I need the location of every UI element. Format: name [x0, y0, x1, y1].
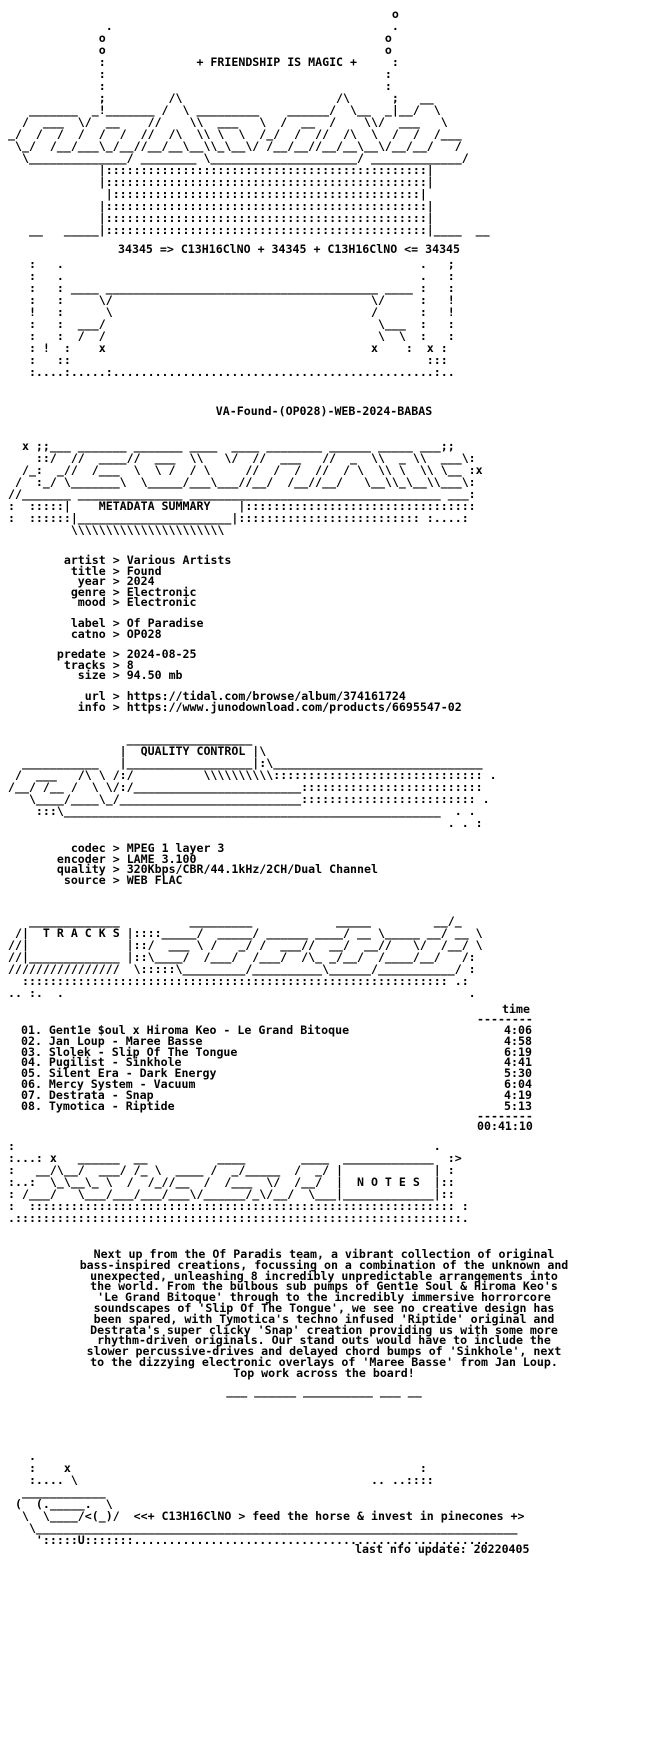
notes-line: bass-inspired creations, focussing on a combination of the unknown and [79, 1257, 569, 1272]
track-time: 4:19 [504, 1087, 532, 1102]
metadata-key: size [8, 668, 106, 683]
header-logo-art: o . . o o o o : + FRIENDSHIP IS MAGIC + : : : : : ; /\ /\ ; __ _______ _!_______ / \ _________ ______/ \__ _|__/ \ / ___ \/ __ // \\ ___ \ / __ / \\/ ___ \ _/ / / / / / // /\ \\ \ \ /_/ / // /\ \ / / /___ \_/ /__/___\_/__//__/__\__\\_\__\/ /__/__//__/__\__\/__/__/ / \______________/ ________ \_____________________/ _____________/ |::::::::::::::::::::::::::::::::::::::::::::::| |::::::::::::::::::::::::::::::::::::::::::::::| |::::::::::::::::::::::::::::::::::::::::::::| |::::::::::::::::::::::::::::::::::::::::::::::| |::::::::::::::::::::::::::::::::::::::::::::::| __ _____|::::::::::::::::::::::::::::::::::::::::::::::|____ __ [8, 7, 490, 237]
metadata-separator: > [105, 668, 127, 683]
metadata-value: Found [126, 563, 162, 578]
metadata-key: catno [8, 626, 106, 641]
quality-value: MPEG 1 layer 3 [126, 841, 225, 855]
metadata-separator: > [105, 616, 127, 630]
quality-key: source [8, 872, 106, 887]
track-number: 04. [21, 1055, 49, 1070]
metadata-separator: > [105, 689, 127, 703]
notes-line: the world. From the bulbous sub pumps of Gent1e Soul & Hiroma Keo's [90, 1279, 558, 1294]
track-title: Gent1e $oul x Hiroma Keo - Le Grand Bitoque [48, 1023, 350, 1037]
header-formula: 34345 => C13H16ClNO + 34345 + C13H16ClNO <= 34345 [118, 242, 461, 256]
track-number: 01. [21, 1023, 49, 1037]
notes-line: Next up from the Of Paradis team, a vibrant collection of original [93, 1247, 555, 1261]
metadata-key: url [8, 689, 106, 703]
track-time: 6:04 [504, 1077, 532, 1091]
metadata-separator: > [105, 657, 127, 672]
metadata-separator: > [105, 563, 127, 578]
metadata-key: title [8, 563, 106, 578]
tracks-time-header: time [502, 1002, 530, 1016]
track-title: Silent Era - Dark Energy [48, 1066, 217, 1081]
metadata-key: info [8, 699, 106, 714]
metadata-value: OP028 [126, 626, 162, 641]
metadata-key: genre [8, 584, 106, 599]
notes-line: rhythm-driven originals. Our stand outs would have to include the [97, 1333, 551, 1348]
metadata-key: year [8, 574, 106, 589]
track-title: Destrata - Snap [48, 1087, 154, 1102]
quality-key: quality [8, 862, 106, 877]
quality-separator: > [105, 862, 127, 877]
track-number: 08. [21, 1098, 49, 1113]
track-number: 03. [21, 1044, 49, 1059]
quality-key: encoder [8, 851, 106, 866]
metadata-separator: > [105, 574, 127, 589]
quality-key: codec [8, 841, 106, 855]
metadata-value: https://tidal.com/browse/album/374161724 [126, 689, 406, 703]
notes-line: slower percussive-drives and delayed chord bumps of 'Sinkhole', next [86, 1344, 562, 1359]
track-title: Tymotica - Riptide [48, 1098, 175, 1113]
quality-banner-art: __________________ | QUALITY CONTROL |\ ___________ |__________________|:\______________________________ / ___ /\ \ /:/ \\\\\\\\\\:::::::::::::::::::::::::::::: . /__/ /__ / \ \/:/________________________:::::::::::::::::::::::::: \____/____\_/__________________________::::::::::::::::::::::::: . :::\______________________________________________________ . . . . : [8, 732, 497, 830]
notes-divider: ___ ______ __________ ___ __ [226, 1384, 422, 1398]
notes-line: to the dizzying electronic overlays of 'Maree Basse' from Jan Loup. [90, 1355, 558, 1369]
metadata-value: Electronic [126, 595, 197, 610]
track-time: 5:13 [504, 1098, 532, 1113]
notes-line: soundscapes of 'Slip Of The Tongue', we see no creative design has [93, 1301, 555, 1315]
metadata-row-catno [8, 628, 162, 640]
track-time: 5:30 [504, 1066, 532, 1081]
tracks-banner-art: _____________ _________ _____ __/_ /| T R A C K S |::::_____/ _____/ ______ ____/ __ \_____ __/ __ \ //| |::/ ___ \ / _/ / ___// __/ __// \/ /__/ \ //|_____________ |::\____/ /___/ /___/ /\_ _/__/ /____/__/ /: //////////////// \:::::\_________/__________\______/___________/ : ::::::::::::::::::::::::::::::::::::::::::::::::::::::::::::: .: .. :. . . [8, 914, 483, 1000]
tracks-rule-bottom: -------- [477, 1109, 533, 1123]
metadata-key: artist [8, 553, 106, 567]
quality-value: WEB FLAC [126, 872, 183, 887]
metadata-value: 2024-08-25 [126, 647, 197, 662]
quality-row-source [8, 874, 183, 886]
track-title: Jan Loup - Maree Basse [48, 1033, 203, 1048]
last-update: last nfo update: 20220405 [355, 1542, 530, 1556]
track-title: Pugilist - Sinkhole [48, 1055, 182, 1070]
metadata-row-mood [8, 596, 197, 608]
quality-value: 320Kbps/CBR/44.1kHz/2CH/Dual Channel [126, 862, 378, 877]
metadata-banner-art: x ;;___ _______ _______ ____ ____ ________ ______ _____ ___;; ::/ // ____// ___ \\ \/ // ___ // _ \\ _ \\ ___\: /_: _// /___ \ \ / / \ // / / // / \ \\ \ \\ \__ :x / :_/ \_______\ \_____/___\___//__/ /__//__/ \__\\_\__\\___\: //_______ _______________ ____________________________________ ___: : :::::| METADATA SUMMARY |::::::::::::::::::::::::::::::::: : ::::::|______________________|:::::::::::::::::::::::::: :....: \\\\\\\\\\\\\\\\\\\\\\ [8, 439, 483, 537]
metadata-key: tracks [8, 657, 106, 672]
track-title: Mercy System - Vacuum [48, 1077, 196, 1091]
track-time: 4:58 [504, 1033, 532, 1048]
metadata-separator: > [105, 647, 127, 662]
metadata-separator: > [105, 699, 127, 714]
track-number: 07. [21, 1087, 49, 1102]
quality-value: LAME 3.100 [126, 851, 197, 866]
tracks-rule-top: -------- [477, 1012, 533, 1026]
track-time: 4:41 [504, 1055, 532, 1070]
metadata-value: Various Artists [126, 553, 232, 567]
quality-separator: > [105, 841, 127, 855]
metadata-separator: > [105, 553, 127, 567]
metadata-separator: > [105, 626, 127, 641]
notes-line: been spared, with Tymotica's techno infused 'Riptide' original and [93, 1311, 555, 1326]
track-time: 6:19 [504, 1044, 532, 1059]
metadata-value: 2024 [126, 574, 155, 589]
release-name: VA-Found-(OP028)-WEB-2024-BABAS [215, 404, 433, 418]
metadata-key: predate [8, 647, 106, 662]
tracks-total-time: 00:41:10 [477, 1119, 533, 1133]
notes-line: unexpected, unleashing 8 incredibly unpredictable arrangements into [90, 1268, 558, 1283]
metadata-row-info [8, 701, 462, 713]
footer-art: . : x : :.... \ .. ..:::: ____________ ( (._____. \ \ \____/<(_)/ <<+ C13H16ClNO > feed the horse & invest in pinecones +> \_____________________________________________________________________ ':::::U:::::::................................................... [14, 1449, 525, 1547]
track-number: 06. [21, 1077, 49, 1091]
notes-line: 'Le Grand Bitoque' through to the incredibly immersive horrorcore [97, 1290, 551, 1305]
notes-banner-art: : . :...: x ______ __ ____ ____ _____________ :> : __/\__/ ___/ /_ \ ____ / _/_____ / _/ | | : :..: \_\__\_ \ / /_//__ / /___ \/ /__/ | N O T E S |:: : /___/ \___/___/___/___\/______/_\/__/ \___|_____________|:: : ::::::::::::::::::::::::::::::::::::::::::::::::::::::::::::: : .::::::::::::::::::::::::::::::::::::::::::::::::::::::::::::::::. [8, 1139, 469, 1225]
track-time: 4:06 [504, 1023, 532, 1037]
metadata-value: 8 [126, 657, 134, 672]
metadata-row-size [8, 669, 183, 681]
quality-separator: > [105, 851, 127, 866]
metadata-value: Electronic [126, 584, 197, 599]
metadata-separator: > [105, 595, 127, 610]
metadata-key: label [8, 616, 106, 630]
metadata-separator: > [105, 584, 127, 599]
header-lower-frame-art: : . . ; : . . : : : ____ _______________________________________ ____ : : : : \/ \/ : ! ! : \ / : ! : : ___/ \___ : : : : / / \ \ : : : ! : x x : x : : :: ::: :....:.....:..............................................:.. [28, 257, 455, 379]
track-number: 02. [21, 1033, 49, 1048]
quality-separator: > [105, 872, 127, 887]
notes-line: Top work across the board! [233, 1365, 415, 1380]
metadata-value: Of Paradise [126, 616, 204, 630]
metadata-value: https://www.junodownload.com/products/6695547-02 [126, 699, 462, 714]
track-title: Slolek - Slip Of The Tongue [48, 1044, 238, 1059]
notes-line: Destrata's super clicky 'Snap' creation providing us with some more [90, 1322, 558, 1337]
track-number: 05. [21, 1066, 49, 1081]
metadata-key: mood [8, 595, 106, 610]
metadata-value: 94.50 mb [126, 668, 183, 683]
